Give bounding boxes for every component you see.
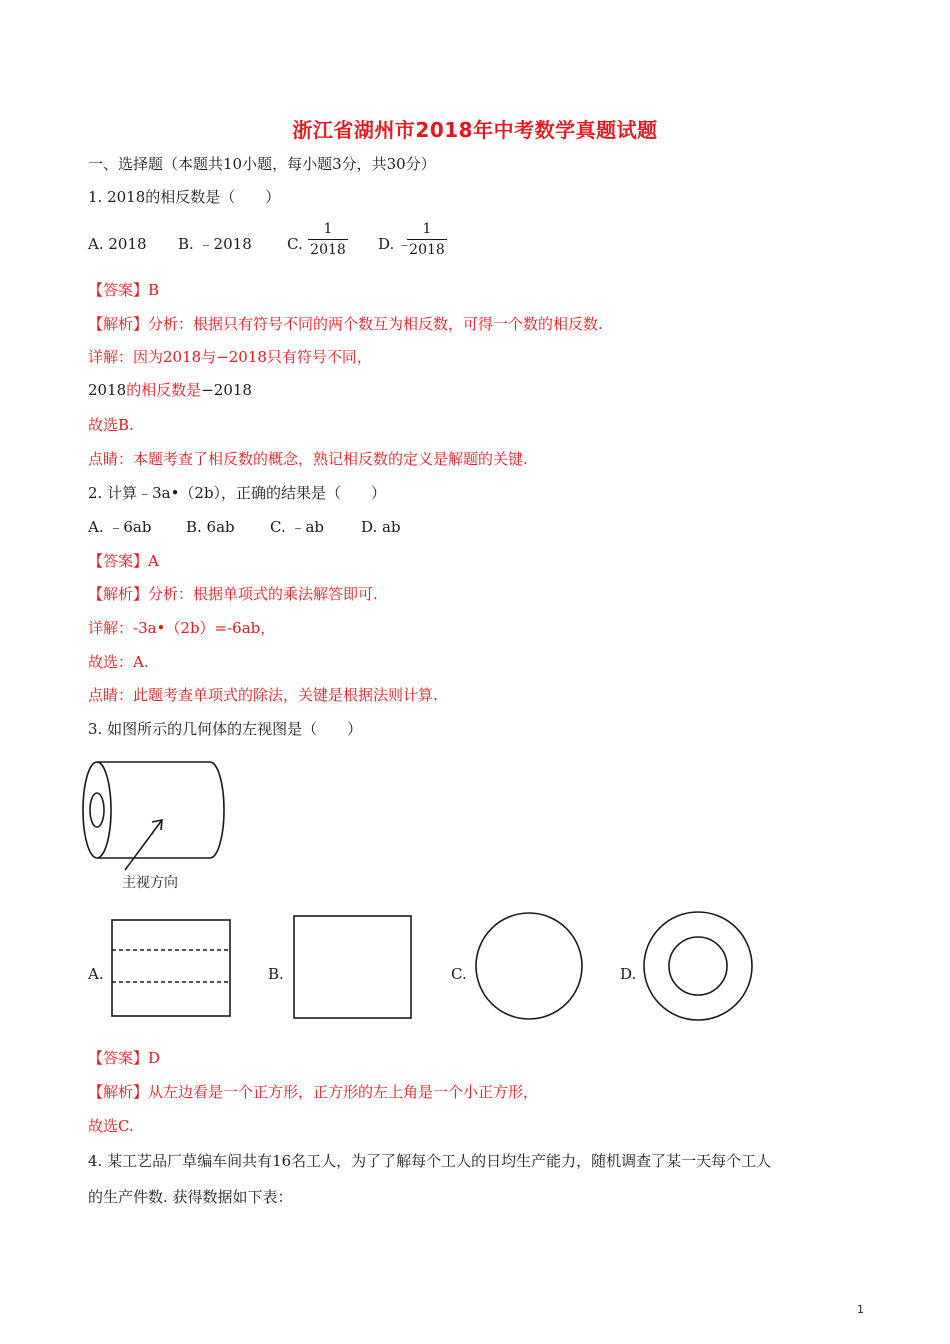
q1-option-c-label: C. [287, 235, 303, 253]
page-title: 浙江省湖州市2018年中考数学真题试题 [292, 118, 658, 142]
q2-option-a: A. ﹣6ab [88, 518, 152, 536]
analysis-tag: 【解析】 [88, 585, 149, 603]
cylinder-figure [83, 762, 224, 870]
option-d-figure [644, 912, 752, 1020]
q1-option-b: B. ﹣2018 [178, 235, 252, 253]
cylinder-hole [90, 793, 104, 827]
answer-value: D [148, 1049, 161, 1067]
view-direction-arrow [125, 820, 162, 870]
cylinder-right-face [210, 762, 224, 858]
answer-value: A [148, 552, 159, 570]
detail-text: 的相反数是 [126, 381, 202, 399]
detail-number: −2018 [201, 381, 252, 399]
q3-option-a-label: A. [88, 965, 104, 983]
answer-value: B [148, 281, 160, 299]
fraction-denominator: 2018 [409, 242, 445, 258]
q3-option-d-label: D. [620, 965, 637, 983]
analysis-text: 分析：根据只有符号不同的两个数互为相反数，可得一个数的相反数. [148, 315, 603, 333]
q3-answer [88, 1048, 160, 1068]
option-a-figure [112, 920, 230, 1016]
answer-tag: 【答案】 [88, 281, 149, 299]
answer-tag: 【答案】 [88, 1049, 149, 1067]
analysis-tag: 【解析】 [88, 315, 149, 333]
q1-option-a: A. 2018 [88, 235, 147, 253]
option-a-square [112, 920, 230, 1016]
q1-option-d-label: D. [378, 235, 395, 253]
q2-detail: 详解：-3a•（2b）=-6ab， [88, 619, 276, 637]
q1-choose: 故选B. [88, 416, 134, 434]
q2-option-d: D. ab [361, 518, 401, 536]
q4-stem-line1: 4. 某工艺品厂草编车间共有16名工人，为了了解每个工人的日均生产能力，随机调查了某一天每个工人 [88, 1152, 772, 1170]
q3-stem: 3. 如图所示的几何体的左视图是（ ） [88, 720, 363, 738]
cylinder-left-face [83, 762, 111, 858]
q1-stem: 1. 2018的相反数是（ ） [88, 188, 281, 206]
fraction-denominator: 2018 [310, 242, 346, 258]
fraction-numerator: 1 [422, 221, 432, 237]
q2-stem: 2. 计算﹣3a•（2b），正确的结果是（ ） [88, 484, 387, 502]
q4-stem-line2: 的生产件数. 获得数据如下表： [88, 1188, 293, 1206]
q3-option-b-label: B. [268, 965, 284, 983]
q1-comment: 点睛：本题考查了相反数的概念，熟记相反数的定义是解题的关键. [88, 450, 528, 468]
page-number: 1 [857, 1303, 864, 1316]
q3-choose: 故选C. [88, 1117, 134, 1135]
analysis-text: 从左边看是一个正方形，正方形的左上角是一个小正方形， [148, 1083, 539, 1101]
q2-option-b: B. 6ab [186, 518, 235, 536]
detail-number: 2018 [88, 381, 127, 399]
option-c-circle [476, 913, 582, 1019]
option-d-inner-circle [669, 937, 727, 995]
figure-label: 主视方向 [122, 875, 178, 891]
q1-detail: 详解：因为2018与−2018只有符号不同， [88, 348, 372, 366]
q2-option-c: C. ﹣ab [270, 518, 325, 536]
answer-tag: 【答案】 [88, 552, 149, 570]
analysis-tag: 【解析】 [88, 1083, 149, 1101]
option-b-square [294, 916, 411, 1018]
section-heading: 一、选择题（本题共10小题，每小题3分，共30分） [88, 155, 436, 173]
q3-analysis [88, 1082, 538, 1102]
q2-comment: 点睛：此题考查单项式的除法，关键是根据法则计算. [88, 686, 438, 704]
q1-option-d-sign: ﹣ [397, 235, 413, 253]
option-d-outer-circle [644, 912, 752, 1020]
q3-option-c-label: C. [451, 965, 467, 983]
q2-choose: 故选：A. [88, 653, 149, 671]
analysis-text: 分析：根据单项式的乘法解答即可. [148, 585, 378, 603]
fraction-numerator: 1 [323, 221, 333, 237]
